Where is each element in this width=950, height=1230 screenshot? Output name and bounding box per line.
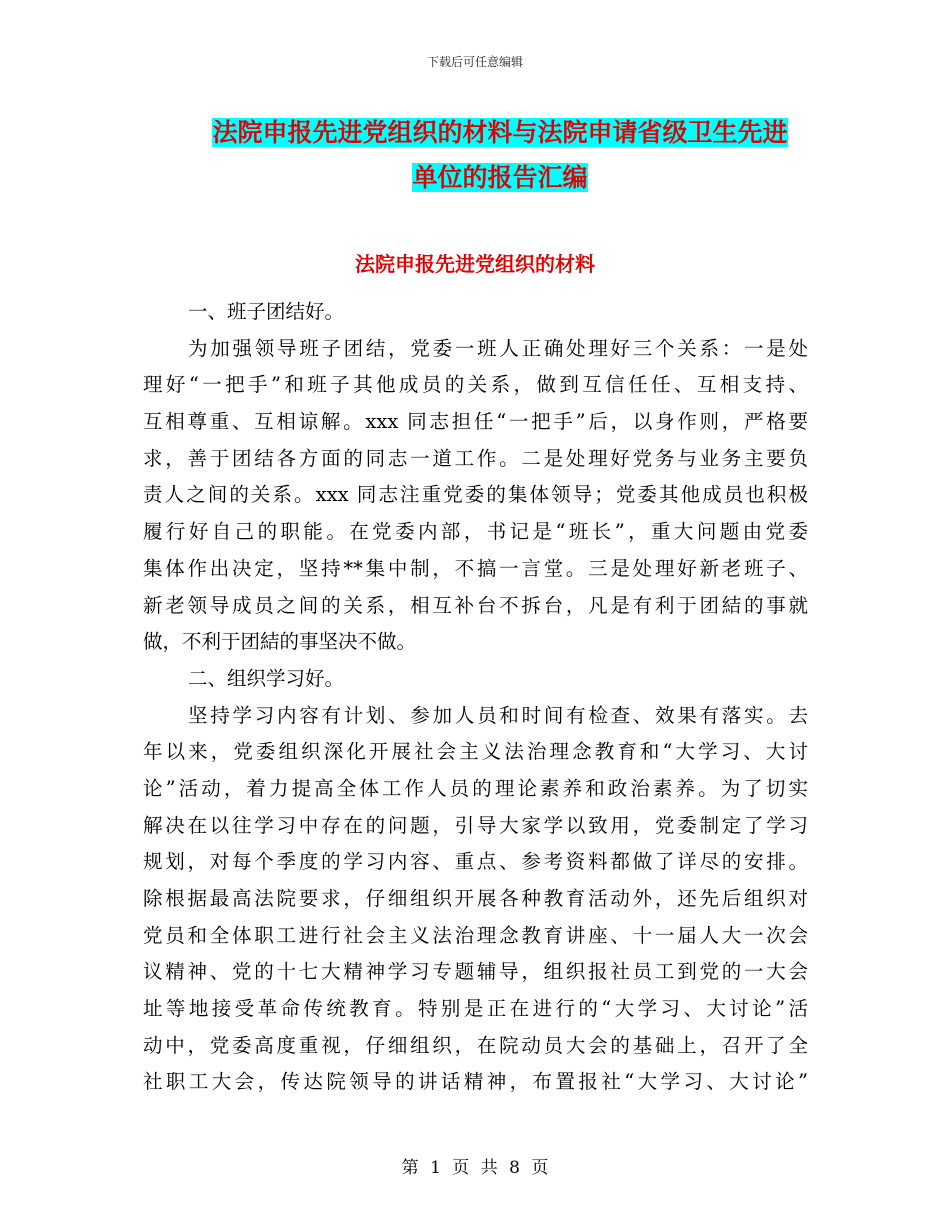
document-title	[150, 110, 850, 200]
paragraph-line: 议精神、党的十七大精神学习专题辅导，组织报社员工到党的一大会	[143, 960, 808, 984]
paragraph-line: 址等地接受革命传统教育。特别是正在进行的“大学习、大讨论”活	[143, 997, 808, 1021]
page-header: 下载后可任意编辑	[426, 55, 523, 69]
heading-2: 二、组织学习好。	[188, 666, 345, 690]
body-text	[143, 294, 808, 1101]
paragraph-line: 为加强领导班子团结，党委一班人正确处理好三个关系：一是处	[188, 336, 808, 360]
title-highlight-2: 单位的报告汇编	[412, 163, 588, 192]
title-highlight-1: 法院申报先进党组织的材料与法院申请省级卫生先进	[212, 118, 788, 147]
paragraph-line: 理好“一把手”和班子其他成员的关系，做到互信任任、互相支持、	[143, 373, 808, 397]
document-title-line-2	[150, 155, 850, 200]
paragraph-line: 动中，党委高度重视，仔细组织，在院动员大会的基础上，召开了全	[143, 1033, 808, 1057]
paragraph-line: 做，不利于团結的事坚决不做。	[143, 630, 417, 654]
paragraph-line: 论”活动，着力提高全体工作人员的理论素养和政治素养。为了切实	[143, 776, 808, 800]
heading-1: 一、班子团结好。	[188, 300, 345, 323]
paragraph-line: 履行好自己的职能。在党委内部，书记是“班长”，重大问题由党委	[143, 520, 808, 544]
paragraph-line: 党员和全体职工进行社会主义法治理念教育讲座、十一届人大一次会	[143, 923, 808, 947]
paragraph-line: 坚持学习内容有计划、参加人员和时间有检查、效果有落实。去	[188, 703, 808, 727]
paragraph-line: 求，善于团结各方面的同志一道工作。二是处理好党务与业务主要负	[143, 446, 808, 470]
paragraph-line: 新老领导成员之间的关系，相互补台不拆台，凡是有利于团結的事就	[143, 593, 808, 617]
paragraph-line: 除根据最高法院要求，仔细组织开展各种教育活动外，还先后组织对	[143, 887, 808, 910]
paragraph-line: 互相尊重、互相谅解。xxx 同志担任“一把手”后，以身作则，严格要	[143, 410, 808, 434]
section-title: 法院申报先进党组织的材料	[355, 252, 595, 276]
paragraph-line: 责人之间的关系。xxx 同志注重党委的集体领导；党委其他成员也积极	[143, 483, 808, 507]
paragraph-line: 年以来，党委组织深化开展社会主义法治理念教育和“大学习、大讨	[143, 740, 808, 764]
page-number-footer: 第 1 页 共 8 页	[401, 1158, 549, 1178]
paragraph-line: 解决在以往学习中存在的问题，引导大家学以致用，党委制定了学习	[143, 813, 808, 837]
paragraph-line: 社职工大会，传达院领导的讲话精神，布置报社“大学习、大讨论”	[143, 1070, 808, 1094]
paragraph-line: 规划，对每个季度的学习内容、重点、参考资料都做了详尽的安排。	[143, 850, 808, 874]
document-title-line-1	[150, 110, 850, 155]
paragraph-line: 集体作出决定，坚持**集中制，不搞一言堂。三是处理好新老班子、	[143, 556, 808, 580]
